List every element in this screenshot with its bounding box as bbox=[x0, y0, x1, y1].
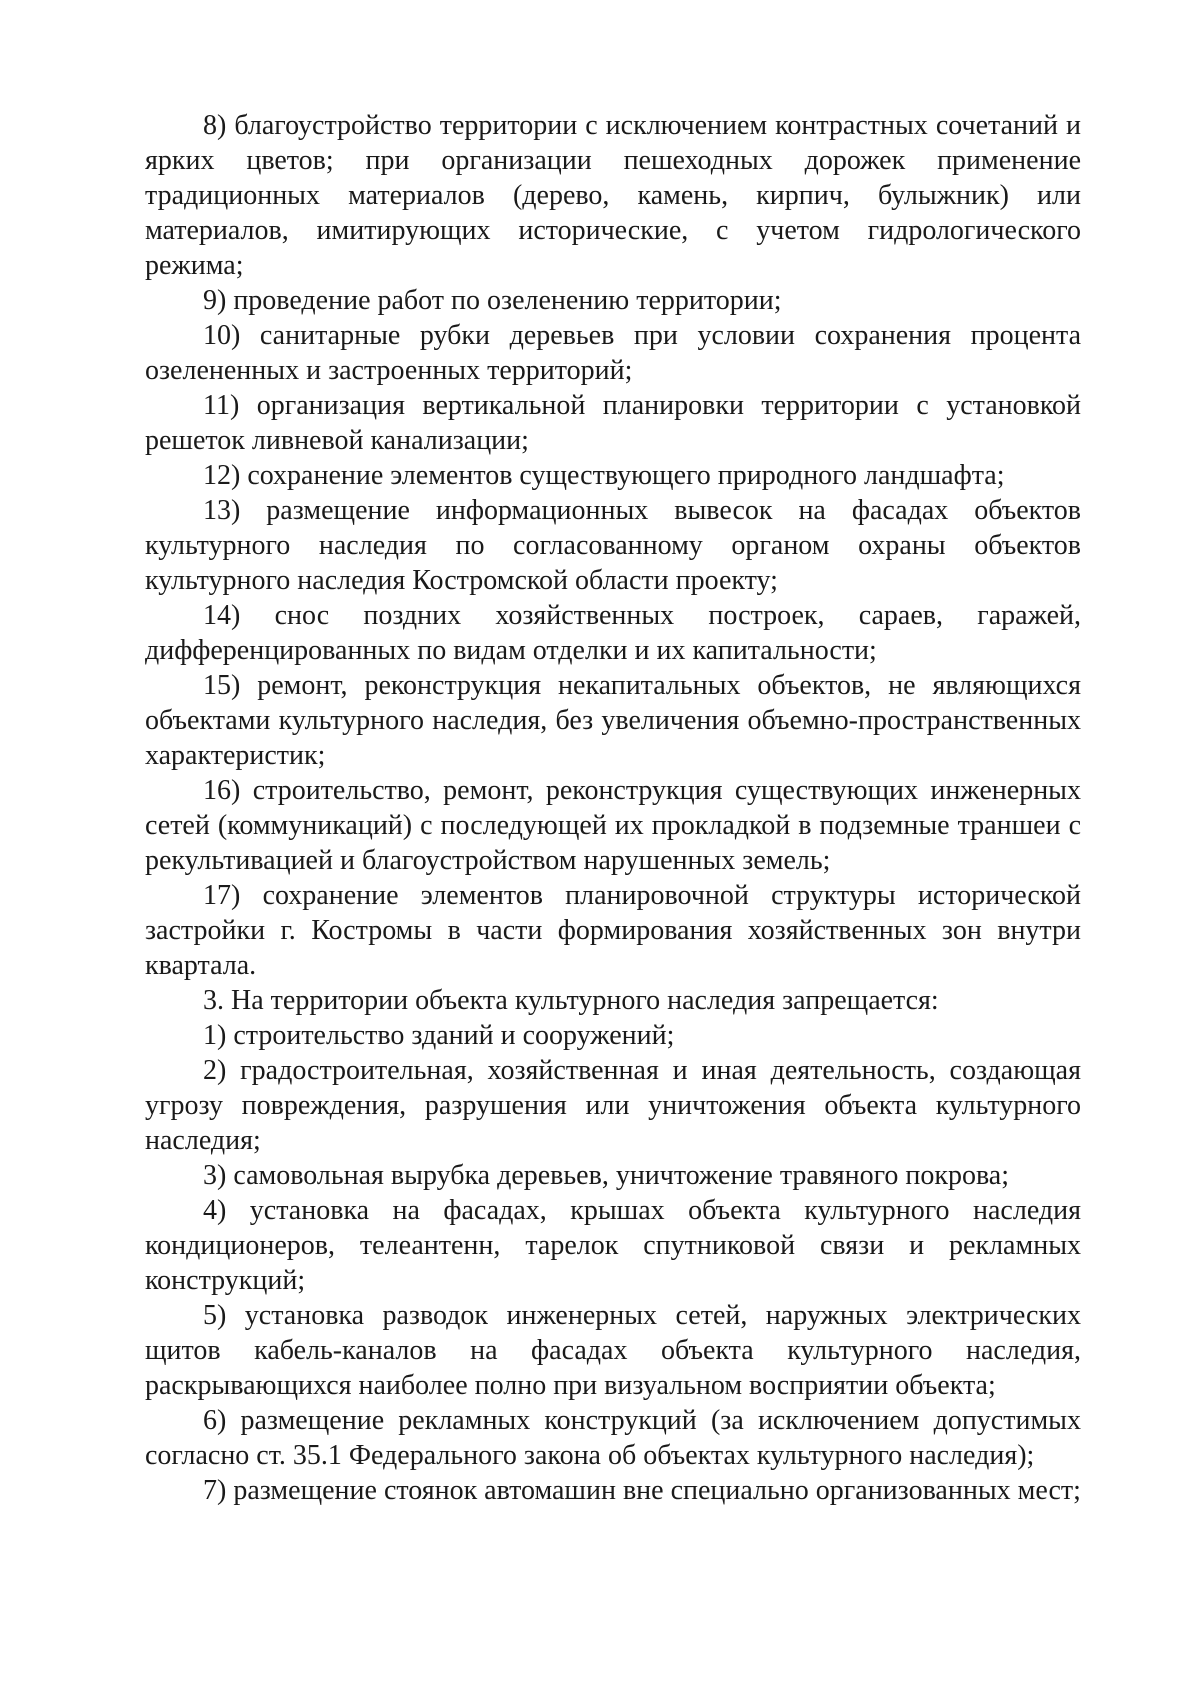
prohibited-item-3-tree-cutting: 3) самовольная вырубка деревьев, уничтожение травяного покрова; bbox=[203, 1160, 1009, 1191]
paragraph-item-17-planning-structure: 17) сохранение элементов планировочной структуры исторической застройки г. Костромы в части формирования хозяйственных зон внутри квартала. bbox=[145, 880, 1081, 981]
prohibited-item-5-wiring: 5) установка разводок инженерных сетей, наружных электрических щитов кабель-каналов на фасадах объекта культурного наследия, раскрывающихся наиболее полно при визуальном восприятии объекта; bbox=[145, 1300, 1081, 1401]
section-3-heading: 3. На территории объекта культурного наследия запрещается: bbox=[203, 985, 939, 1016]
paragraph-item-11-vertical-planning: 11) организация вертикальной планировки территории с установкой решеток ливневой канализации; bbox=[145, 390, 1081, 456]
paragraph-item-8-landscaping: 8) благоустройство территории с исключением контрастных сочетаний и ярких цветов; при организации пешеходных дорожек применение традиционных материалов (дерево, камень, кирпич, булыжник) или материалов, имитирующих исторические, с учетом гидрологического режима; bbox=[145, 110, 1081, 281]
paragraph-item-14-demolition: 14) снос поздних хозяйственных построек, сараев, гаражей, дифференцированных по видам отделки и их капитальности; bbox=[145, 600, 1081, 666]
paragraph-item-16-engineering-networks: 16) строительство, ремонт, реконструкция существующих инженерных сетей (коммуникаций) с последующей их прокладкой в подземные траншеи с рекультивацией и благоустройством нарушенных земель; bbox=[145, 775, 1081, 876]
prohibited-item-6-advertising: 6) размещение рекламных конструкций (за исключением допустимых согласно ст. 35.1 Федерального закона об объектах культурного наследия); bbox=[145, 1405, 1081, 1471]
paragraph-item-9-greening: 9) проведение работ по озеленению территории; bbox=[203, 285, 782, 316]
paragraph-item-10-sanitary-felling: 10) санитарные рубки деревьев при условии сохранения процента озелененных и застроенных территорий; bbox=[145, 320, 1081, 386]
prohibited-item-2-activity: 2) градостроительная, хозяйственная и иная деятельность, создающая угрозу повреждения, разрушения или уничтожения объекта культурного наследия; bbox=[145, 1055, 1081, 1156]
prohibited-item-7-parking: 7) размещение стоянок автомашин вне специально организованных мест; bbox=[203, 1475, 1081, 1506]
paragraph-item-12-landscape-preservation: 12) сохранение элементов существующего природного ландшафта; bbox=[203, 460, 1005, 491]
paragraph-item-15-repair: 15) ремонт, реконструкция некапитальных объектов, не являющихся объектами культурного наследия, без увеличения объемно-пространственных характеристик; bbox=[145, 670, 1081, 771]
prohibited-item-1-construction: 1) строительство зданий и сооружений; bbox=[203, 1020, 675, 1051]
paragraph-item-13-signage: 13) размещение информационных вывесок на фасадах объектов культурного наследия по согласованному органом охраны объектов культурного наследия Костромской области проекту; bbox=[145, 495, 1081, 596]
document-page bbox=[145, 108, 1081, 1508]
prohibited-item-4-facade-installations: 4) установка на фасадах, крышах объекта культурного наследия кондиционеров, телеантенн, тарелок спутниковой связи и рекламных конструкций; bbox=[145, 1195, 1081, 1296]
